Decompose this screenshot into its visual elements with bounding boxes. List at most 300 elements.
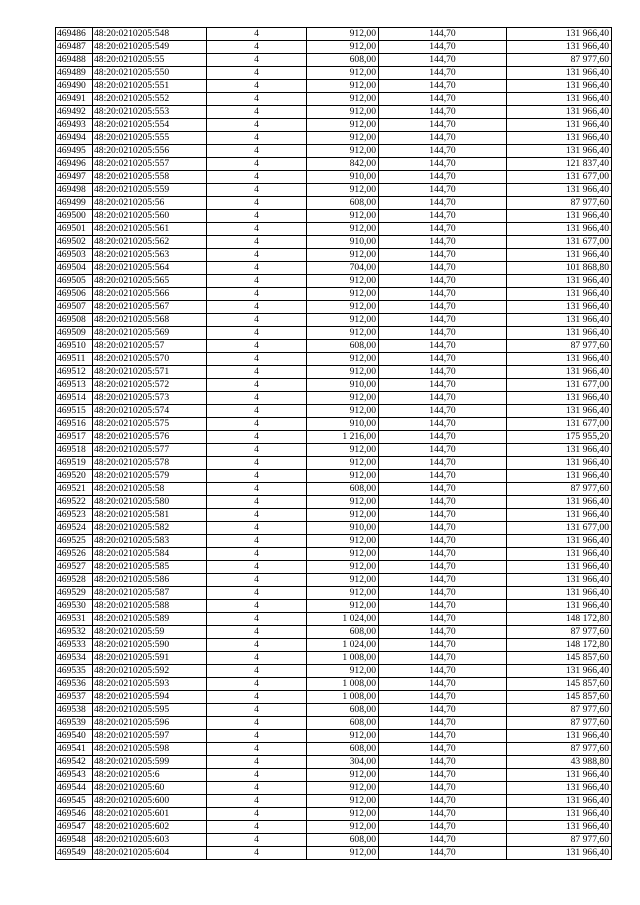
total-value-cell: 131 677,00 <box>507 522 612 535</box>
rate-cell: 144,70 <box>379 145 507 158</box>
record-id-cell: 469513 <box>56 379 93 392</box>
area-cell: 912,00 <box>307 93 379 106</box>
rate-cell: 144,70 <box>379 28 507 41</box>
record-id-cell: 469546 <box>56 808 93 821</box>
category-cell: 4 <box>207 808 307 821</box>
rate-cell: 144,70 <box>379 704 507 717</box>
total-value-cell: 131 966,40 <box>507 496 612 509</box>
cadastral-number-cell: 48:20:0210205:600 <box>93 795 207 808</box>
table-row <box>56 509 612 522</box>
category-cell: 4 <box>207 41 307 54</box>
area-cell: 912,00 <box>307 145 379 158</box>
cadastral-number-cell: 48:20:0210205:581 <box>93 509 207 522</box>
record-id-cell: 469538 <box>56 704 93 717</box>
total-value-cell: 131 966,40 <box>507 795 612 808</box>
rate-cell: 144,70 <box>379 652 507 665</box>
total-value-cell: 131 966,40 <box>507 314 612 327</box>
category-cell: 4 <box>207 782 307 795</box>
total-value-cell: 87 977,60 <box>507 717 612 730</box>
total-value-cell: 131 677,00 <box>507 236 612 249</box>
cadastral-number-cell: 48:20:0210205:586 <box>93 574 207 587</box>
record-id-cell: 469497 <box>56 171 93 184</box>
area-cell: 912,00 <box>307 275 379 288</box>
table-row <box>56 80 612 93</box>
cadastral-number-cell: 48:20:0210205:594 <box>93 691 207 704</box>
total-value-cell: 131 966,40 <box>507 106 612 119</box>
rate-cell: 144,70 <box>379 184 507 197</box>
rate-cell: 144,70 <box>379 249 507 262</box>
cadastral-number-cell: 48:20:0210205:571 <box>93 366 207 379</box>
total-value-cell: 131 966,40 <box>507 119 612 132</box>
rate-cell: 144,70 <box>379 470 507 483</box>
rate-cell: 144,70 <box>379 782 507 795</box>
area-cell: 912,00 <box>307 405 379 418</box>
category-cell: 4 <box>207 340 307 353</box>
category-cell: 4 <box>207 626 307 639</box>
table-row <box>56 795 612 808</box>
cadastral-number-cell: 48:20:0210205:55 <box>93 54 207 67</box>
cadastral-number-cell: 48:20:0210205:569 <box>93 327 207 340</box>
rate-cell: 144,70 <box>379 808 507 821</box>
rate-cell: 144,70 <box>379 327 507 340</box>
category-cell: 4 <box>207 171 307 184</box>
rate-cell: 144,70 <box>379 418 507 431</box>
area-cell: 912,00 <box>307 548 379 561</box>
data-table <box>55 27 612 860</box>
record-id-cell: 469486 <box>56 28 93 41</box>
total-value-cell: 131 966,40 <box>507 353 612 366</box>
rate-cell: 144,70 <box>379 106 507 119</box>
rate-cell: 144,70 <box>379 496 507 509</box>
table-row <box>56 275 612 288</box>
area-cell: 912,00 <box>307 392 379 405</box>
rate-cell: 144,70 <box>379 262 507 275</box>
area-cell: 1 008,00 <box>307 652 379 665</box>
total-value-cell: 131 966,40 <box>507 301 612 314</box>
category-cell: 4 <box>207 158 307 171</box>
cadastral-number-cell: 48:20:0210205:574 <box>93 405 207 418</box>
record-id-cell: 469529 <box>56 587 93 600</box>
table-row <box>56 67 612 80</box>
category-cell: 4 <box>207 145 307 158</box>
area-cell: 912,00 <box>307 288 379 301</box>
record-id-cell: 469544 <box>56 782 93 795</box>
cadastral-number-cell: 48:20:0210205:559 <box>93 184 207 197</box>
area-cell: 912,00 <box>307 535 379 548</box>
rate-cell: 144,70 <box>379 41 507 54</box>
category-cell: 4 <box>207 249 307 262</box>
record-id-cell: 469522 <box>56 496 93 509</box>
category-cell: 4 <box>207 769 307 782</box>
cadastral-number-cell: 48:20:0210205:550 <box>93 67 207 80</box>
total-value-cell: 101 868,80 <box>507 262 612 275</box>
record-id-cell: 469519 <box>56 457 93 470</box>
cadastral-number-cell: 48:20:0210205:599 <box>93 756 207 769</box>
area-cell: 910,00 <box>307 522 379 535</box>
rate-cell: 144,70 <box>379 626 507 639</box>
record-id-cell: 469518 <box>56 444 93 457</box>
table-row <box>56 262 612 275</box>
record-id-cell: 469536 <box>56 678 93 691</box>
total-value-cell: 131 966,40 <box>507 223 612 236</box>
record-id-cell: 469547 <box>56 821 93 834</box>
rate-cell: 144,70 <box>379 236 507 249</box>
table-row <box>56 366 612 379</box>
cadastral-number-cell: 48:20:0210205:604 <box>93 847 207 860</box>
record-id-cell: 469526 <box>56 548 93 561</box>
record-id-cell: 469511 <box>56 353 93 366</box>
category-cell: 4 <box>207 639 307 652</box>
record-id-cell: 469542 <box>56 756 93 769</box>
record-id-cell: 469521 <box>56 483 93 496</box>
total-value-cell: 131 966,40 <box>507 769 612 782</box>
rate-cell: 144,70 <box>379 795 507 808</box>
category-cell: 4 <box>207 418 307 431</box>
total-value-cell: 131 966,40 <box>507 275 612 288</box>
total-value-cell: 131 966,40 <box>507 821 612 834</box>
rate-cell: 144,70 <box>379 210 507 223</box>
record-id-cell: 469508 <box>56 314 93 327</box>
area-cell: 912,00 <box>307 561 379 574</box>
record-id-cell: 469549 <box>56 847 93 860</box>
rate-cell: 144,70 <box>379 340 507 353</box>
record-id-cell: 469523 <box>56 509 93 522</box>
category-cell: 4 <box>207 132 307 145</box>
cadastral-number-cell: 48:20:0210205:572 <box>93 379 207 392</box>
record-id-cell: 469533 <box>56 639 93 652</box>
category-cell: 4 <box>207 366 307 379</box>
area-cell: 912,00 <box>307 665 379 678</box>
area-cell: 912,00 <box>307 106 379 119</box>
area-cell: 608,00 <box>307 54 379 67</box>
total-value-cell: 131 966,40 <box>507 587 612 600</box>
total-value-cell: 131 966,40 <box>507 93 612 106</box>
area-cell: 912,00 <box>307 821 379 834</box>
area-cell: 910,00 <box>307 171 379 184</box>
total-value-cell: 87 977,60 <box>507 197 612 210</box>
table-row <box>56 743 612 756</box>
table-row <box>56 574 612 587</box>
table-row <box>56 652 612 665</box>
record-id-cell: 469504 <box>56 262 93 275</box>
area-cell: 912,00 <box>307 28 379 41</box>
area-cell: 912,00 <box>307 808 379 821</box>
category-cell: 4 <box>207 470 307 483</box>
total-value-cell: 131 966,40 <box>507 327 612 340</box>
category-cell: 4 <box>207 93 307 106</box>
table-row <box>56 405 612 418</box>
total-value-cell: 131 966,40 <box>507 808 612 821</box>
rate-cell: 144,70 <box>379 197 507 210</box>
record-id-cell: 469515 <box>56 405 93 418</box>
total-value-cell: 131 966,40 <box>507 561 612 574</box>
table-row <box>56 704 612 717</box>
record-id-cell: 469507 <box>56 301 93 314</box>
record-id-cell: 469524 <box>56 522 93 535</box>
table-row <box>56 548 612 561</box>
table-row <box>56 210 612 223</box>
total-value-cell: 131 966,40 <box>507 366 612 379</box>
cadastral-number-cell: 48:20:0210205:56 <box>93 197 207 210</box>
total-value-cell: 87 977,60 <box>507 704 612 717</box>
category-cell: 4 <box>207 496 307 509</box>
category-cell: 4 <box>207 210 307 223</box>
table-row <box>56 392 612 405</box>
cadastral-number-cell: 48:20:0210205:59 <box>93 626 207 639</box>
cadastral-number-cell: 48:20:0210205:583 <box>93 535 207 548</box>
table-row <box>56 301 612 314</box>
cadastral-number-cell: 48:20:0210205:579 <box>93 470 207 483</box>
category-cell: 4 <box>207 587 307 600</box>
rate-cell: 144,70 <box>379 717 507 730</box>
rate-cell: 144,70 <box>379 561 507 574</box>
table-row <box>56 119 612 132</box>
cadastral-number-cell: 48:20:0210205:595 <box>93 704 207 717</box>
area-cell: 1 024,00 <box>307 613 379 626</box>
record-id-cell: 469540 <box>56 730 93 743</box>
cadastral-number-cell: 48:20:0210205:570 <box>93 353 207 366</box>
table-row <box>56 158 612 171</box>
rate-cell: 144,70 <box>379 457 507 470</box>
rate-cell: 144,70 <box>379 834 507 847</box>
area-cell: 842,00 <box>307 158 379 171</box>
total-value-cell: 87 977,60 <box>507 54 612 67</box>
category-cell: 4 <box>207 600 307 613</box>
cadastral-number-cell: 48:20:0210205:587 <box>93 587 207 600</box>
category-cell: 4 <box>207 691 307 704</box>
total-value-cell: 131 966,40 <box>507 535 612 548</box>
record-id-cell: 469539 <box>56 717 93 730</box>
record-id-cell: 469528 <box>56 574 93 587</box>
cadastral-number-cell: 48:20:0210205:555 <box>93 132 207 145</box>
cadastral-number-cell: 48:20:0210205:590 <box>93 639 207 652</box>
record-id-cell: 469530 <box>56 600 93 613</box>
category-cell: 4 <box>207 561 307 574</box>
table-row <box>56 678 612 691</box>
record-id-cell: 469495 <box>56 145 93 158</box>
area-cell: 912,00 <box>307 67 379 80</box>
area-cell: 1 008,00 <box>307 691 379 704</box>
record-id-cell: 469532 <box>56 626 93 639</box>
total-value-cell: 131 966,40 <box>507 392 612 405</box>
rate-cell: 144,70 <box>379 483 507 496</box>
table-row <box>56 626 612 639</box>
record-id-cell: 469491 <box>56 93 93 106</box>
category-cell: 4 <box>207 288 307 301</box>
total-value-cell: 131 966,40 <box>507 80 612 93</box>
cadastral-number-cell: 48:20:0210205:60 <box>93 782 207 795</box>
area-cell: 912,00 <box>307 470 379 483</box>
area-cell: 912,00 <box>307 574 379 587</box>
table-row <box>56 587 612 600</box>
category-cell: 4 <box>207 665 307 678</box>
rate-cell: 144,70 <box>379 288 507 301</box>
rate-cell: 144,70 <box>379 171 507 184</box>
cadastral-number-cell: 48:20:0210205:575 <box>93 418 207 431</box>
area-cell: 912,00 <box>307 119 379 132</box>
record-id-cell: 469516 <box>56 418 93 431</box>
table-row <box>56 288 612 301</box>
record-id-cell: 469492 <box>56 106 93 119</box>
table-row <box>56 782 612 795</box>
total-value-cell: 87 977,60 <box>507 483 612 496</box>
category-cell: 4 <box>207 197 307 210</box>
cadastral-number-cell: 48:20:0210205:6 <box>93 769 207 782</box>
total-value-cell: 145 857,60 <box>507 678 612 691</box>
area-cell: 910,00 <box>307 236 379 249</box>
area-cell: 910,00 <box>307 418 379 431</box>
record-id-cell: 469501 <box>56 223 93 236</box>
area-cell: 1 008,00 <box>307 678 379 691</box>
area-cell: 912,00 <box>307 353 379 366</box>
record-id-cell: 469500 <box>56 210 93 223</box>
table-row <box>56 496 612 509</box>
total-value-cell: 145 857,60 <box>507 652 612 665</box>
category-cell: 4 <box>207 743 307 756</box>
rate-cell: 144,70 <box>379 366 507 379</box>
table-row <box>56 535 612 548</box>
area-cell: 912,00 <box>307 847 379 860</box>
category-cell: 4 <box>207 405 307 418</box>
category-cell: 4 <box>207 54 307 67</box>
area-cell: 912,00 <box>307 730 379 743</box>
rate-cell: 144,70 <box>379 548 507 561</box>
table-row <box>56 184 612 197</box>
area-cell: 912,00 <box>307 600 379 613</box>
rate-cell: 144,70 <box>379 392 507 405</box>
category-cell: 4 <box>207 444 307 457</box>
rate-cell: 144,70 <box>379 691 507 704</box>
total-value-cell: 131 966,40 <box>507 548 612 561</box>
table-row <box>56 223 612 236</box>
record-id-cell: 469502 <box>56 236 93 249</box>
total-value-cell: 131 677,00 <box>507 379 612 392</box>
record-id-cell: 469505 <box>56 275 93 288</box>
area-cell: 912,00 <box>307 301 379 314</box>
rate-cell: 144,70 <box>379 600 507 613</box>
table-row <box>56 249 612 262</box>
rate-cell: 144,70 <box>379 444 507 457</box>
rate-cell: 144,70 <box>379 314 507 327</box>
table-row <box>56 457 612 470</box>
area-cell: 912,00 <box>307 769 379 782</box>
total-value-cell: 131 966,40 <box>507 249 612 262</box>
table-row <box>56 600 612 613</box>
category-cell: 4 <box>207 80 307 93</box>
table-row <box>56 561 612 574</box>
cadastral-number-cell: 48:20:0210205:601 <box>93 808 207 821</box>
record-id-cell: 469493 <box>56 119 93 132</box>
table-row <box>56 54 612 67</box>
rate-cell: 144,70 <box>379 522 507 535</box>
category-cell: 4 <box>207 574 307 587</box>
area-cell: 912,00 <box>307 782 379 795</box>
area-cell: 912,00 <box>307 314 379 327</box>
area-cell: 1 024,00 <box>307 639 379 652</box>
table-row <box>56 93 612 106</box>
cadastral-number-cell: 48:20:0210205:562 <box>93 236 207 249</box>
cadastral-number-cell: 48:20:0210205:602 <box>93 821 207 834</box>
category-cell: 4 <box>207 795 307 808</box>
category-cell: 4 <box>207 613 307 626</box>
rate-cell: 144,70 <box>379 93 507 106</box>
total-value-cell: 175 955,20 <box>507 431 612 444</box>
total-value-cell: 121 837,40 <box>507 158 612 171</box>
record-id-cell: 469541 <box>56 743 93 756</box>
total-value-cell: 131 966,40 <box>507 145 612 158</box>
cadastral-number-cell: 48:20:0210205:584 <box>93 548 207 561</box>
total-value-cell: 43 988,80 <box>507 756 612 769</box>
category-cell: 4 <box>207 262 307 275</box>
category-cell: 4 <box>207 314 307 327</box>
total-value-cell: 131 677,00 <box>507 171 612 184</box>
rate-cell: 144,70 <box>379 80 507 93</box>
record-id-cell: 469490 <box>56 80 93 93</box>
table-row <box>56 197 612 210</box>
category-cell: 4 <box>207 28 307 41</box>
category-cell: 4 <box>207 730 307 743</box>
area-cell: 912,00 <box>307 80 379 93</box>
total-value-cell: 131 966,40 <box>507 132 612 145</box>
cadastral-number-cell: 48:20:0210205:551 <box>93 80 207 93</box>
cadastral-number-cell: 48:20:0210205:564 <box>93 262 207 275</box>
table-row <box>56 28 612 41</box>
cadastral-number-cell: 48:20:0210205:582 <box>93 522 207 535</box>
total-value-cell: 131 966,40 <box>507 41 612 54</box>
category-cell: 4 <box>207 821 307 834</box>
rate-cell: 144,70 <box>379 132 507 145</box>
category-cell: 4 <box>207 522 307 535</box>
record-id-cell: 469494 <box>56 132 93 145</box>
total-value-cell: 131 966,40 <box>507 730 612 743</box>
record-id-cell: 469509 <box>56 327 93 340</box>
total-value-cell: 131 966,40 <box>507 600 612 613</box>
category-cell: 4 <box>207 457 307 470</box>
rate-cell: 144,70 <box>379 587 507 600</box>
total-value-cell: 131 966,40 <box>507 67 612 80</box>
record-id-cell: 469545 <box>56 795 93 808</box>
total-value-cell: 131 966,40 <box>507 665 612 678</box>
category-cell: 4 <box>207 483 307 496</box>
area-cell: 912,00 <box>307 509 379 522</box>
total-value-cell: 131 966,40 <box>507 574 612 587</box>
cadastral-number-cell: 48:20:0210205:552 <box>93 93 207 106</box>
table-row <box>56 444 612 457</box>
category-cell: 4 <box>207 223 307 236</box>
area-cell: 910,00 <box>307 379 379 392</box>
rate-cell: 144,70 <box>379 431 507 444</box>
table-row <box>56 145 612 158</box>
total-value-cell: 145 857,60 <box>507 691 612 704</box>
record-id-cell: 469503 <box>56 249 93 262</box>
area-cell: 912,00 <box>307 223 379 236</box>
cadastral-number-cell: 48:20:0210205:567 <box>93 301 207 314</box>
cadastral-number-cell: 48:20:0210205:576 <box>93 431 207 444</box>
table-row <box>56 717 612 730</box>
category-cell: 4 <box>207 106 307 119</box>
area-cell: 912,00 <box>307 366 379 379</box>
category-cell: 4 <box>207 756 307 769</box>
total-value-cell: 131 966,40 <box>507 470 612 483</box>
table-row <box>56 431 612 444</box>
record-id-cell: 469489 <box>56 67 93 80</box>
category-cell: 4 <box>207 301 307 314</box>
cadastral-number-cell: 48:20:0210205:598 <box>93 743 207 756</box>
rate-cell: 144,70 <box>379 158 507 171</box>
cadastral-number-cell: 48:20:0210205:577 <box>93 444 207 457</box>
record-id-cell: 469531 <box>56 613 93 626</box>
table-row <box>56 613 612 626</box>
